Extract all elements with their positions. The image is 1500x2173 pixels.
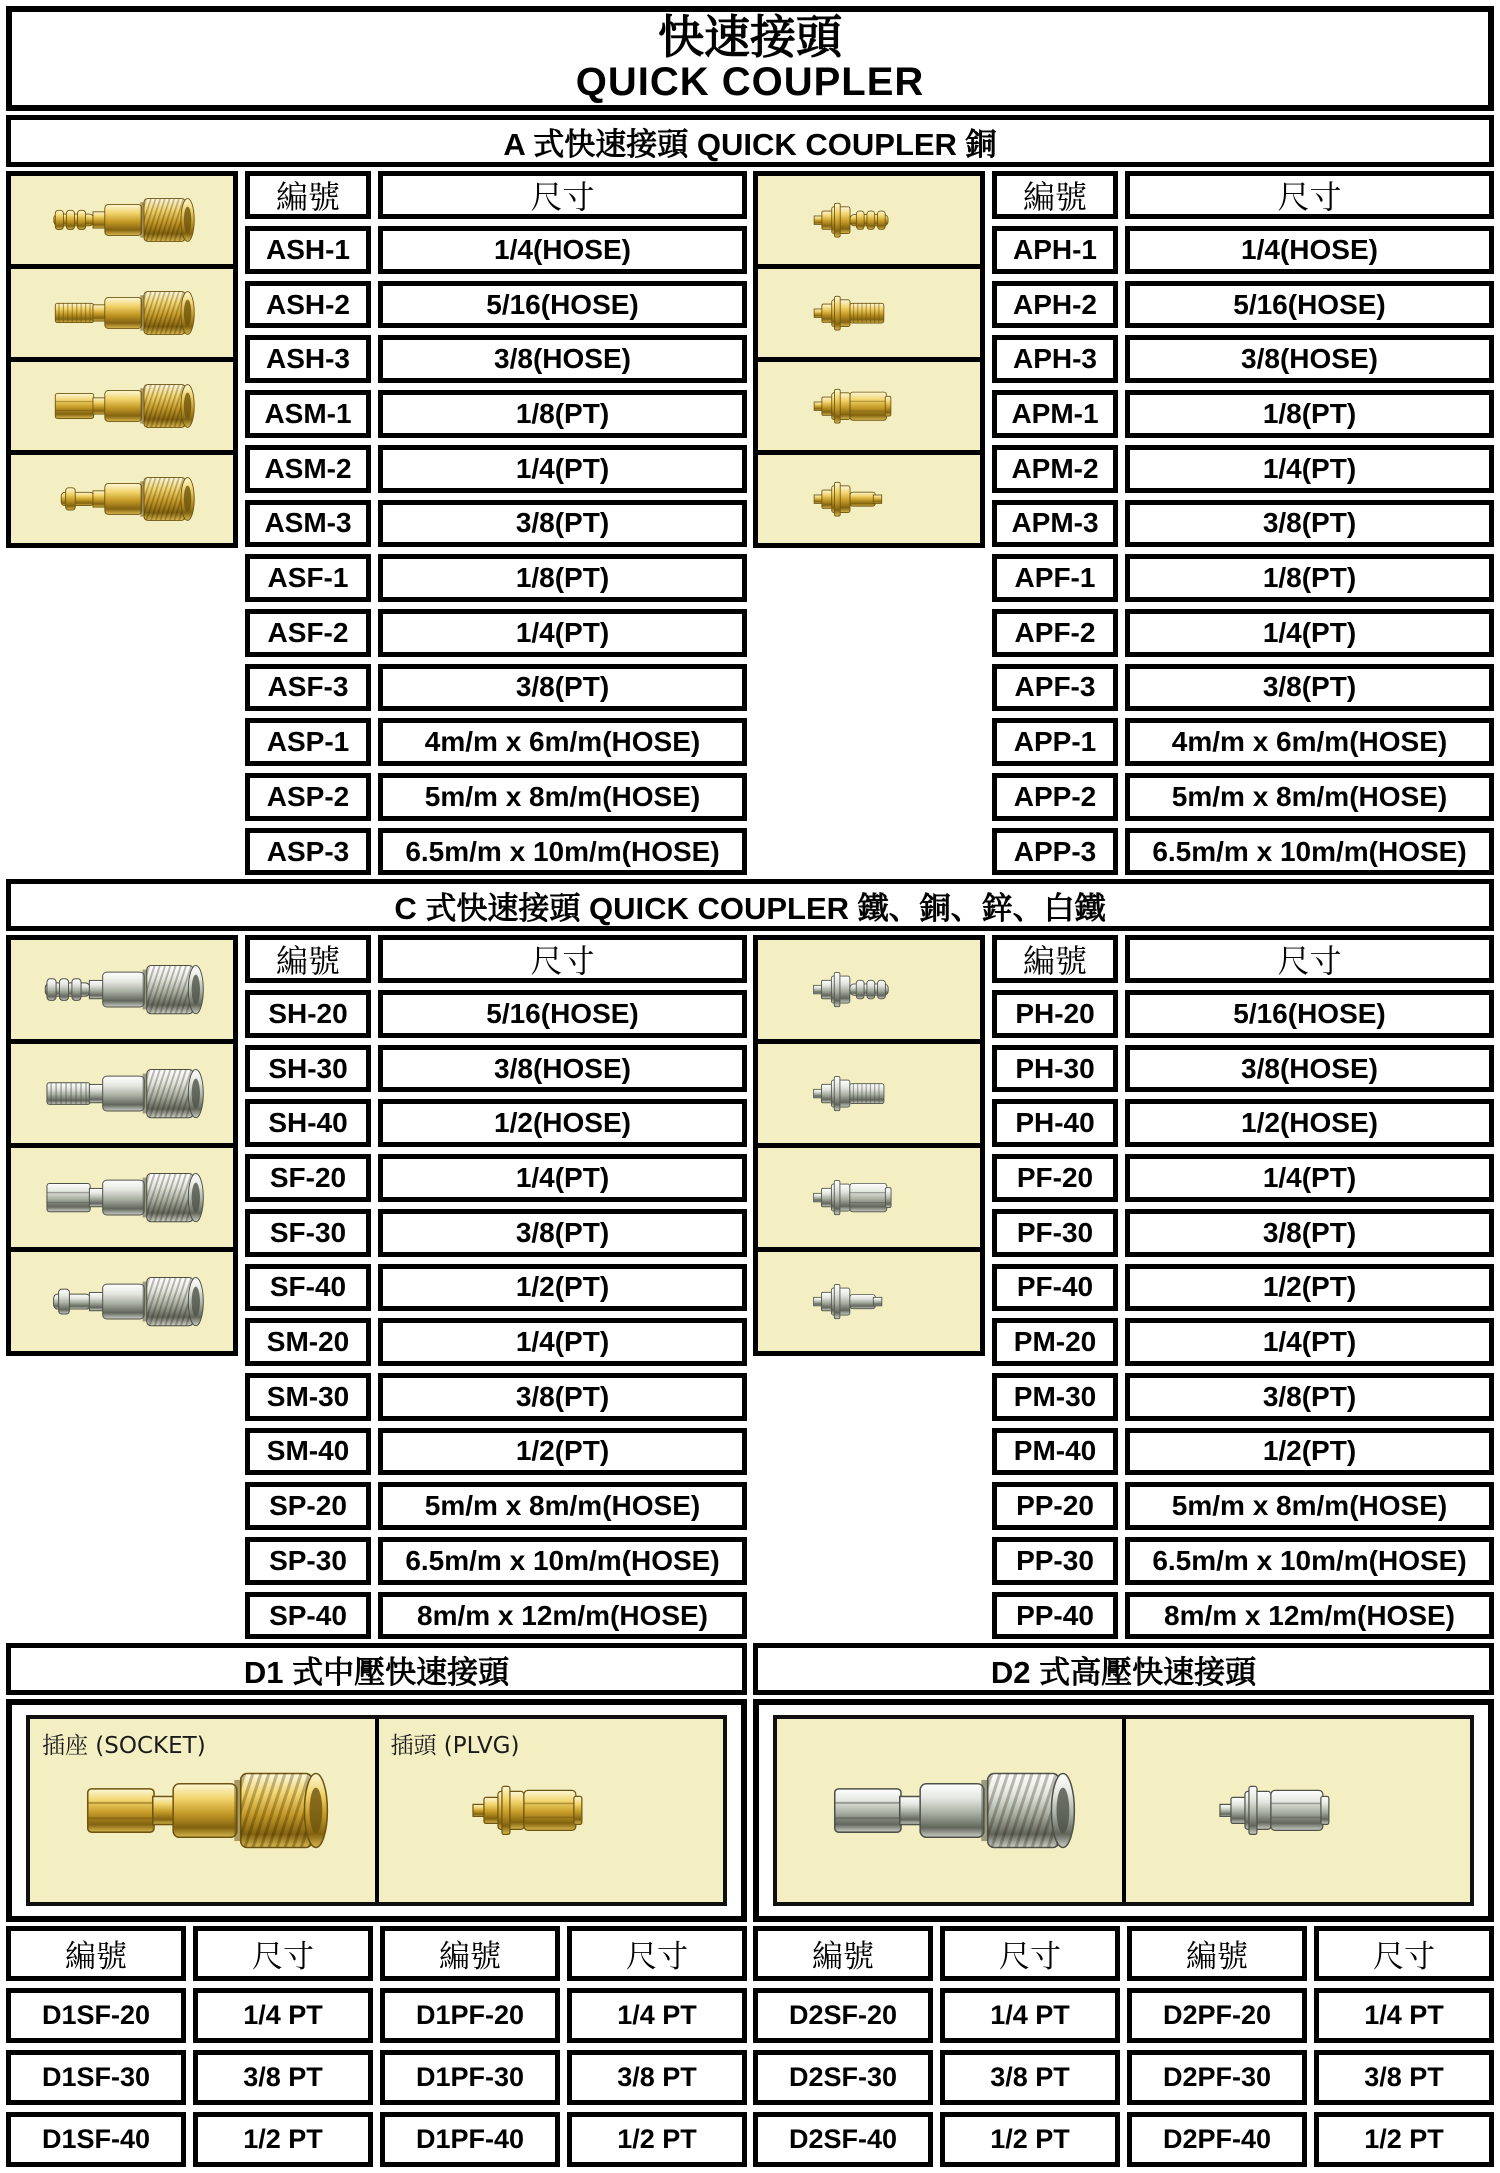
steel-plug-small-icon: [758, 1252, 980, 1351]
size-cell: 8m/m x 12m/m(HOSE): [378, 1592, 747, 1640]
part-cell: ASP-3: [245, 828, 371, 876]
part-cell: APF-2: [992, 609, 1118, 657]
size-cell: 1/8(PT): [1125, 390, 1494, 438]
steel-socket-large-icon: [777, 1719, 1122, 1902]
coupler-illustration: [33, 948, 211, 1031]
size-cell: 3/8 PT: [940, 2050, 1120, 2105]
size-header: 尺寸: [193, 1926, 373, 1981]
part-cell: D1PF-20: [380, 1988, 560, 2043]
size-cell: 1/4(PT): [1125, 1154, 1494, 1202]
part-cell: APP-3: [992, 828, 1118, 876]
size-cell: 5m/m x 8m/m(HOSE): [1125, 773, 1494, 821]
size-cell: 6.5m/m x 10m/m(HOSE): [378, 828, 747, 876]
coupler-photo: [11, 455, 233, 543]
coupler-illustration: [33, 1260, 211, 1343]
part-header: 編號: [992, 935, 1118, 983]
coupler-photo: [758, 1252, 980, 1351]
size-cell: 3/8 PT: [1314, 2050, 1494, 2105]
coupler-photo: [758, 1148, 980, 1247]
part-header: 編號: [1127, 1926, 1307, 1981]
coupler-illustration: [33, 276, 211, 350]
d2-socket-photo: [777, 1719, 1122, 1902]
coupler-illustration: [798, 1262, 940, 1341]
size-cell: 6.5m/m x 10m/m(HOSE): [378, 1537, 747, 1585]
brass-socket-small-icon: [11, 455, 233, 543]
size-cell: 1/2(PT): [1125, 1264, 1494, 1312]
size-cell: 4m/m x 6m/m(HOSE): [378, 718, 747, 766]
section-c-tables: [6, 935, 1494, 1639]
size-cell: 1/2(PT): [1125, 1428, 1494, 1476]
size-cell: 1/4(HOSE): [1125, 226, 1494, 274]
part-cell: PM-20: [992, 1318, 1118, 1366]
size-header: 尺寸: [1125, 935, 1494, 983]
bottom-table-left: [6, 1926, 747, 2167]
size-cell: 1/4(PT): [378, 1318, 747, 1366]
d1-plug-photo: [379, 1719, 724, 1902]
size-cell: 1/8(PT): [378, 554, 747, 602]
part-cell: PH-30: [992, 1045, 1118, 1093]
size-cell: 3/8(PT): [1125, 1373, 1494, 1421]
size-cell: 1/2 PT: [567, 2112, 747, 2167]
part-cell: SH-40: [245, 1099, 371, 1147]
size-cell: 1/2(PT): [378, 1428, 747, 1476]
size-cell: 5/16(HOSE): [378, 281, 747, 329]
part-cell: APH-3: [992, 335, 1118, 383]
d1-photo-strip: [26, 1715, 727, 1906]
size-cell: 3/8(HOSE): [378, 335, 747, 383]
coupler-photo: [11, 1148, 233, 1247]
part-cell: APH-1: [992, 226, 1118, 274]
brass-socket-barb-icon: [11, 176, 233, 264]
part-cell: APF-1: [992, 554, 1118, 602]
part-cell: SH-30: [245, 1045, 371, 1093]
part-cell: D1PF-30: [380, 2050, 560, 2105]
steel-plug-barb-icon: [758, 940, 980, 1039]
part-cell: D2PF-20: [1127, 1988, 1307, 2043]
brass-socket-male-icon: [11, 269, 233, 357]
size-cell: 3/8(HOSE): [1125, 1045, 1494, 1093]
size-cell: 1/4 PT: [193, 1988, 373, 2043]
part-cell: PP-40: [992, 1592, 1118, 1640]
size-cell: 1/2 PT: [193, 2112, 373, 2167]
photo-box: [753, 935, 985, 1356]
steel-socket-barb-icon: [11, 940, 233, 1039]
size-cell: 1/4(PT): [378, 1154, 747, 1202]
photo-box: [6, 171, 238, 548]
coupler-illustration: [798, 371, 940, 441]
part-cell: PH-40: [992, 1099, 1118, 1147]
photo-column-sockets: [6, 935, 238, 1639]
size-cell: 3/8(PT): [1125, 500, 1494, 548]
part-cell: SP-30: [245, 1537, 371, 1585]
size-cell: 3/8 PT: [193, 2050, 373, 2105]
section-a-header: A 式快速接頭 QUICK COUPLER 銅: [6, 115, 1494, 167]
size-cell: 1/4(PT): [378, 609, 747, 657]
coupler-photo: [758, 269, 980, 357]
coupler-photo: [11, 1252, 233, 1351]
coupler-illustration: [798, 278, 940, 348]
coupler-photo: [11, 940, 233, 1039]
section-c-header: C 式快速接頭 QUICK COUPLER 鐵、銅、鋅、白鐵: [6, 879, 1494, 931]
title-block: [6, 6, 1494, 111]
bottom-table-right: [753, 1926, 1494, 2167]
d2-plug-photo: [1126, 1719, 1471, 1902]
size-cell: 1/4(PT): [378, 445, 747, 493]
coupler-photo: [758, 455, 980, 543]
d-section-photos: [6, 1699, 1494, 1922]
brass-socket-female-icon: [11, 362, 233, 450]
size-cell: 3/8(PT): [378, 1373, 747, 1421]
part-cell: SF-30: [245, 1209, 371, 1257]
size-cell: 5/16(HOSE): [378, 990, 747, 1038]
part-cell: ASP-2: [245, 773, 371, 821]
page-title-zh: 快速接頭: [658, 9, 842, 64]
part-cell: ASM-1: [245, 390, 371, 438]
section-a-left-table: [6, 171, 747, 875]
coupler-illustration: [451, 1741, 651, 1880]
coupler-illustration: [1198, 1741, 1398, 1880]
part-cell: SH-20: [245, 990, 371, 1038]
part-cell: ASF-2: [245, 609, 371, 657]
part-cell: APM-2: [992, 445, 1118, 493]
coupler-photo: [11, 269, 233, 357]
brass-plug-male-icon: [758, 269, 980, 357]
section-d1-header: D1 式中壓快速接頭: [6, 1643, 747, 1695]
coupler-photo: [758, 1044, 980, 1143]
size-cell: 1/2(PT): [378, 1264, 747, 1312]
size-cell: 1/2(HOSE): [1125, 1099, 1494, 1147]
steel-plug-male-icon: [758, 1044, 980, 1143]
size-cell: 5m/m x 8m/m(HOSE): [1125, 1482, 1494, 1530]
part-cell: SM-20: [245, 1318, 371, 1366]
size-cell: 1/4 PT: [940, 1988, 1120, 2043]
part-cell: ASM-3: [245, 500, 371, 548]
part-cell: ASF-1: [245, 554, 371, 602]
size-cell: 3/8(PT): [1125, 664, 1494, 712]
section-a-right-table: [753, 171, 1494, 875]
size-cell: 6.5m/m x 10m/m(HOSE): [1125, 828, 1494, 876]
size-cell: 3/8(PT): [378, 664, 747, 712]
size-cell: 5/16(HOSE): [1125, 990, 1494, 1038]
d2-photo-box: [753, 1699, 1494, 1922]
coupler-illustration: [33, 1052, 211, 1135]
part-cell: D2SF-40: [753, 2112, 933, 2167]
part-cell: D2PF-40: [1127, 2112, 1307, 2167]
d-section-headers: [6, 1643, 1494, 1695]
size-cell: 3/8(PT): [1125, 1209, 1494, 1257]
size-cell: 1/4(PT): [1125, 609, 1494, 657]
coupler-photo: [11, 362, 233, 450]
part-cell: APP-1: [992, 718, 1118, 766]
size-cell: 3/8(PT): [378, 500, 747, 548]
steel-plug-large-icon: [1126, 1719, 1471, 1902]
size-cell: 1/2(HOSE): [378, 1099, 747, 1147]
part-cell: ASH-2: [245, 281, 371, 329]
part-cell: SF-40: [245, 1264, 371, 1312]
part-cell: D1PF-40: [380, 2112, 560, 2167]
section-c-left-table: [6, 935, 747, 1639]
part-cell: PH-20: [992, 990, 1118, 1038]
size-cell: 1/2 PT: [1314, 2112, 1494, 2167]
coupler-illustration: [798, 185, 940, 255]
part-cell: APM-1: [992, 390, 1118, 438]
size-cell: 3/8(PT): [378, 1209, 747, 1257]
size-cell: 1/4 PT: [1314, 1988, 1494, 2043]
size-cell: 1/8(PT): [378, 390, 747, 438]
size-cell: 8m/m x 12m/m(HOSE): [1125, 1592, 1494, 1640]
part-cell: APH-2: [992, 281, 1118, 329]
steel-socket-male-icon: [11, 1044, 233, 1143]
size-header: 尺寸: [940, 1926, 1120, 1981]
size-cell: 3/8(HOSE): [1125, 335, 1494, 383]
section-a-tables: [6, 171, 1494, 875]
part-cell: SM-40: [245, 1428, 371, 1476]
part-cell: ASH-3: [245, 335, 371, 383]
part-cell: PP-30: [992, 1537, 1118, 1585]
part-header: 編號: [992, 171, 1118, 219]
part-cell: D2SF-20: [753, 1988, 933, 2043]
size-cell: 1/4(PT): [1125, 445, 1494, 493]
size-cell: 1/4(HOSE): [378, 226, 747, 274]
part-cell: PM-40: [992, 1428, 1118, 1476]
part-cell: ASM-2: [245, 445, 371, 493]
part-cell: D1SF-40: [6, 2112, 186, 2167]
size-header: 尺寸: [567, 1926, 747, 1981]
part-cell: SP-40: [245, 1592, 371, 1640]
coupler-illustration: [33, 1156, 211, 1239]
part-cell: PF-30: [992, 1209, 1118, 1257]
part-cell: SF-20: [245, 1154, 371, 1202]
size-cell: 1/4 PT: [567, 1988, 747, 2043]
coupler-illustration: [798, 1054, 940, 1133]
part-cell: D2SF-30: [753, 2050, 933, 2105]
part-cell: APP-2: [992, 773, 1118, 821]
section-d2-header: D2 式高壓快速接頭: [753, 1643, 1494, 1695]
size-cell: 1/4(PT): [1125, 1318, 1494, 1366]
part-cell: D1SF-20: [6, 1988, 186, 2043]
part-cell: ASP-1: [245, 718, 371, 766]
page-title-en: QUICK COUPLER: [575, 59, 925, 104]
coupler-photo: [758, 940, 980, 1039]
coupler-photo: [758, 362, 980, 450]
steel-socket-female-icon: [11, 1148, 233, 1247]
size-cell: 4m/m x 6m/m(HOSE): [1125, 718, 1494, 766]
d1-socket-label: 插座 (SOCKET): [42, 1733, 206, 1760]
part-cell: PM-30: [992, 1373, 1118, 1421]
part-header: 編號: [753, 1926, 933, 1981]
coupler-illustration: [798, 464, 940, 534]
photo-column-plugs: [753, 935, 985, 1639]
part-cell: PF-20: [992, 1154, 1118, 1202]
d1-plug-label: 插頭 (PLVG): [390, 1733, 520, 1760]
part-cell: SP-20: [245, 1482, 371, 1530]
coupler-illustration: [33, 183, 211, 257]
size-cell: 3/8(HOSE): [378, 1045, 747, 1093]
part-cell: D2PF-30: [1127, 2050, 1307, 2105]
steel-socket-small-icon: [11, 1252, 233, 1351]
coupler-illustration: [822, 1732, 1077, 1889]
photo-column-plugs: [753, 171, 985, 875]
coupler-illustration: [798, 950, 940, 1029]
part-cell: PP-20: [992, 1482, 1118, 1530]
coupler-illustration: [798, 1158, 940, 1237]
photo-box: [753, 171, 985, 548]
size-header: 尺寸: [378, 171, 747, 219]
part-cell: PF-40: [992, 1264, 1118, 1312]
steel-plug-female-icon: [758, 1148, 980, 1247]
d1-photo-box: [6, 1699, 747, 1922]
part-cell: ASH-1: [245, 226, 371, 274]
d2-photo-strip: [773, 1715, 1474, 1906]
coupler-illustration: [33, 369, 211, 443]
size-cell: 5m/m x 8m/m(HOSE): [378, 773, 747, 821]
part-cell: ASF-3: [245, 664, 371, 712]
size-header: 尺寸: [378, 935, 747, 983]
size-cell: 6.5m/m x 10m/m(HOSE): [1125, 1537, 1494, 1585]
part-header: 編號: [6, 1926, 186, 1981]
size-cell: 1/8(PT): [1125, 554, 1494, 602]
part-header: 編號: [380, 1926, 560, 1981]
coupler-photo: [11, 176, 233, 264]
part-cell: D1SF-30: [6, 2050, 186, 2105]
coupler-photo: [758, 176, 980, 264]
size-header: 尺寸: [1314, 1926, 1494, 1981]
photo-box: [6, 935, 238, 1356]
brass-plug-female-icon: [758, 362, 980, 450]
part-cell: SM-30: [245, 1373, 371, 1421]
size-cell: 3/8 PT: [567, 2050, 747, 2105]
part-header: 編號: [245, 935, 371, 983]
part-cell: APM-3: [992, 500, 1118, 548]
part-cell: APF-3: [992, 664, 1118, 712]
bottom-table: [6, 1926, 1494, 2167]
brass-plug-small-icon: [758, 455, 980, 543]
size-cell: 1/2 PT: [940, 2112, 1120, 2167]
coupler-illustration: [33, 462, 211, 536]
photo-column-sockets: [6, 171, 238, 875]
d1-socket-photo: [30, 1719, 375, 1902]
section-c-right-table: [753, 935, 1494, 1639]
brass-plug-barb-icon: [758, 176, 980, 264]
size-cell: 5/16(HOSE): [1125, 281, 1494, 329]
coupler-photo: [11, 1044, 233, 1143]
size-cell: 5m/m x 8m/m(HOSE): [378, 1482, 747, 1530]
size-header: 尺寸: [1125, 171, 1494, 219]
part-header: 編號: [245, 171, 371, 219]
